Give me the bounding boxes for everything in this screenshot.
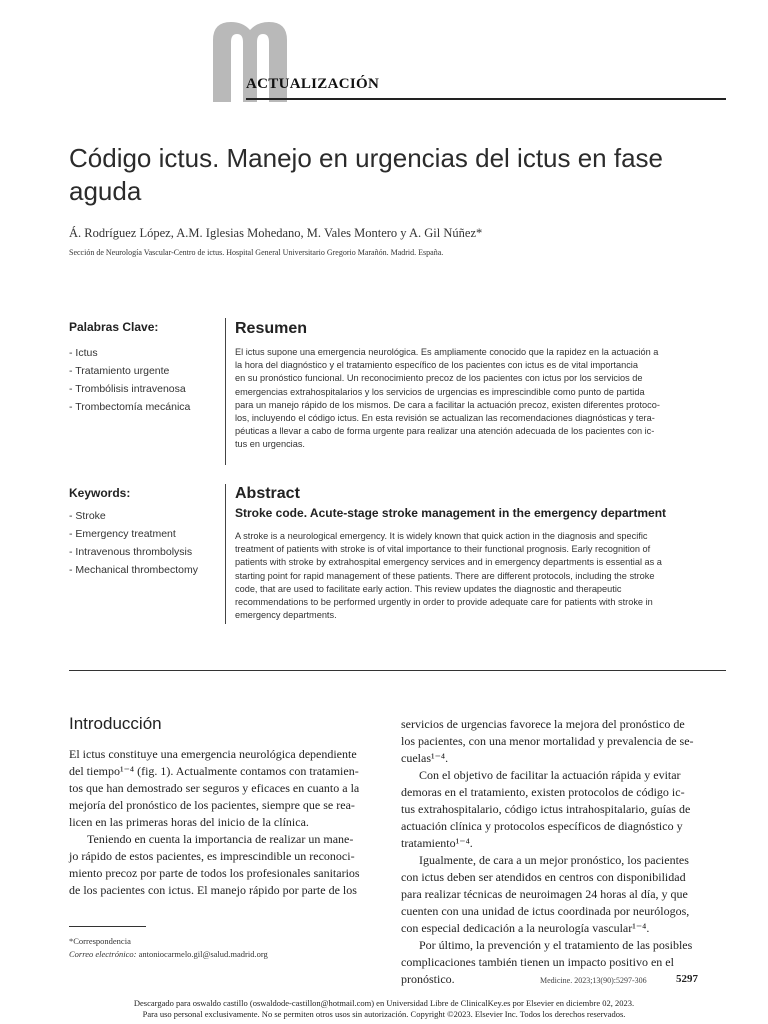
footnote-rule bbox=[69, 926, 146, 927]
section-label: ACTUALIZACIÓN bbox=[246, 76, 380, 92]
list-item: - Stroke bbox=[69, 510, 106, 522]
list-item: - Tratamiento urgente bbox=[69, 365, 170, 377]
footnote-correspondence: *Correspondencia bbox=[69, 936, 131, 946]
abstract-heading: Abstract bbox=[235, 485, 300, 502]
palabras-clave-heading: Palabras Clave: bbox=[69, 320, 159, 334]
list-item: - Emergency treatment bbox=[69, 528, 176, 540]
download-notice-line1: Descargado para oswaldo castillo (oswaldode-castillon@hotmail.com) en Universidad Libre de ClinicalKey.es por Elsevier en diciembre 02, 2023. bbox=[133, 998, 635, 1008]
abstract-divider bbox=[225, 484, 226, 624]
download-notice-line2: Para uso personal exclusivamente. No se permiten otros usos sin autorización. Copyright ©2023. Elsevier Inc. Todos los derechos reservados. bbox=[142, 1009, 626, 1019]
section-rule bbox=[69, 670, 726, 671]
intro-right-column: servicios de urgencias favorece la mejora del pronóstico de los pacientes, con una menor mortalidad y prevalencia de se- cuelas¹⁻⁴. Con el objetivo de facilitar la actuación rápida y evitar demoras en el tratamiento, existen protocolos de código ic- tus extrahospitalario, código ictus intrahospitalario, guías de actuación clínica y protocolos específicos de diagnóstico y tratamiento¹⁻⁴. Igualmente, de cara a un mejor pronóstico, los pacientes con ictus deben ser atendidos en centros con disponibilidad para realizar técnicas de neuroimagen 24 horas al día, y que cuenten con una unidad de ictus coordinada por neurólogos, con especial dedicación a la neurología vascular¹⁻⁴. Por último, la prevención y el tratamiento de las posibles complicaciones también tienen un impacto positivo en el pronóstico. bbox=[401, 717, 694, 986]
authors: Á. Rodríguez López, A.M. Iglesias Mohedano, M. Vales Montero y A. Gil Núñez* bbox=[69, 226, 483, 240]
footnote-email bbox=[69, 949, 268, 959]
keywords-heading: Keywords: bbox=[69, 486, 131, 500]
email-address[interactable]: antoniocarmelo.gil@salud.madrid.org bbox=[138, 949, 268, 959]
resumen-heading: Resumen bbox=[235, 320, 308, 337]
email-label: Correo electrónico: bbox=[69, 949, 137, 959]
palabras-clave-list bbox=[69, 344, 190, 416]
article-title: Código ictus. Manejo en urgencias del ictus en fase aguda bbox=[69, 143, 664, 206]
list-item: - Intravenous thrombolysis bbox=[69, 546, 193, 558]
intro-heading: Introducción bbox=[69, 714, 162, 733]
list-item: - Trombólisis intravenosa bbox=[69, 383, 186, 395]
list-item: - Trombectomía mecánica bbox=[69, 401, 191, 413]
list-item: - Ictus bbox=[69, 347, 98, 359]
page-number: 5297 bbox=[676, 973, 698, 985]
keywords-list bbox=[69, 507, 198, 579]
abstract-subtitle: Stroke code. Acute-stage stroke management in the emergency department bbox=[235, 506, 667, 520]
header-rule bbox=[246, 98, 726, 100]
resumen-text: El ictus supone una emergencia neurológica. Es ampliamente conocido que la rapidez en la actuación a la hora del diagnóstico y el tratamiento específico de los pacientes con ictus es de vital importancia en su pronóstico funcional. Un reconocimiento precoz de los pacientes con ictus por los servicios de emergencias extrahospitalarios y los servicios de urgencias es imprescindible como punto de partida para un manejo rápido de los mismos. De cara a facilitar la actuación precoz, existen diferentes protoco- los, incluyendo el código ictus. En esta revisión se actualizan las recomendaciones diagnósticas y tera- péuticas a llevar a cabo de forma urgente para realizar una atención adecuada de los pacientes con ic- tus en urgencias. bbox=[235, 347, 660, 450]
affiliation: Sección de Neurología Vascular-Centro de ictus. Hospital General Universitario Gregorio Marañón. Madrid. España. bbox=[69, 248, 444, 257]
list-item: - Mechanical thrombectomy bbox=[69, 564, 198, 576]
intro-left-column: El ictus constituye una emergencia neurológica dependiente del tiempo¹⁻⁴ (fig. 1). Actualmente contamos con tratamien- tos que han demostrado ser seguros y eficaces en cuanto a la mejoría del pronóstico de los pacientes, siempre que se rea- licen en las primeras horas del inicio de la clínica. Teniendo en cuenta la importancia de realizar un mane- jo rápido de estos pacientes, es imprescindible un reconoci- miento precoz por parte de todos los profesionales sanitarios de los pacientes con ictus. El manejo rápido por parte de los bbox=[69, 747, 360, 897]
abstract-text: A stroke is a neurological emergency. It is widely known that quick action in the diagnosis and specific treatment of patients with stroke is of vital importance to their functional prognosis. Early recognition of patients with stroke by extrahospital emergency services and in emergency departments is essential as a starting point for rapid management of these patients. There are different protocols, including the stroke code, that are used to facilitate early action. This review updates the diagnostic and therapeutic recommendations to be performed urgently in order to provide adequate care for patients with stroke in emergency departments. bbox=[235, 531, 662, 621]
resumen-divider bbox=[225, 318, 226, 465]
journal-citation: Medicine. 2023;13(90):5297-306 bbox=[540, 976, 647, 985]
